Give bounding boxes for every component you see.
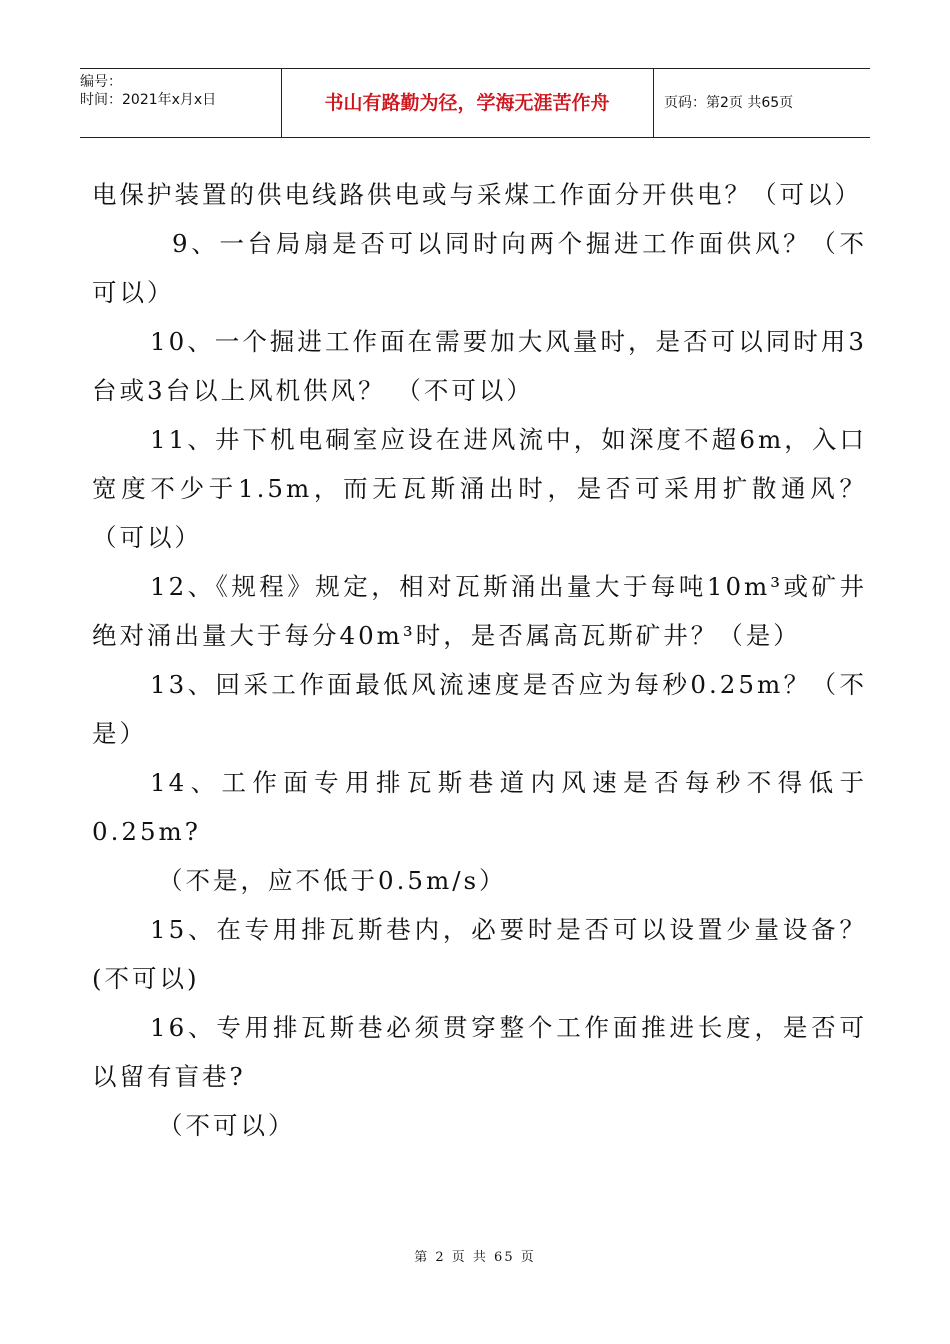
header-page-info: 页码：第2页 共65页 — [664, 95, 794, 111]
answer-16: （不可以） — [158, 1111, 296, 1140]
question-14: 14、工作面专用排瓦斯巷道内风速是否每秒不得低于0.25m? — [92, 768, 867, 846]
header-motto: 书山有路勤为径，学海无涯苦作舟 — [324, 92, 610, 114]
question-9: 9、一台局扇是否可以同时向两个掘进工作面供风？（不可以） — [92, 229, 867, 307]
page-footer: 第 2 页 共 65 页 — [414, 1250, 536, 1265]
header-divider — [281, 69, 282, 137]
question-10: 10、一个掘进工作面在需要加大风量时，是否可以同时用3台或3台以上风机供风？ （不可以） — [92, 327, 867, 405]
header-divider — [653, 69, 654, 137]
document-header — [80, 68, 870, 138]
question-11: 11、井下机电硐室应设在进风流中，如深度不超6m，入口宽度不少于1.5m，而无瓦斯涌出时，是否可采用扩散通风？（可以） — [92, 425, 867, 552]
answer-14: （不是，应不低于0.5m/s） — [158, 866, 507, 895]
question-16: 16、专用排瓦斯巷必须贯穿整个工作面推进长度，是否可以留有盲巷? — [92, 1013, 867, 1091]
question-12: 12、《规程》规定，相对瓦斯涌出量大于每吨10m³或矿井绝对涌出量大于每分40m³时，是否属高瓦斯矿井？（是） — [92, 572, 867, 650]
paragraph: 电保护装置的供电线路供电或与采煤工作面分开供电？（可以） — [92, 180, 862, 209]
document-date-label: 时间：2021年x月x日 — [80, 92, 217, 108]
header-meta — [80, 69, 280, 141]
question-15: 15、在专用排瓦斯巷内，必要时是否可以设置少量设备？(不可以) — [92, 915, 867, 993]
document-number-label: 编号： — [80, 74, 122, 90]
question-13: 13、回采工作面最低风流速度是否应为每秒0.25m？（不是） — [92, 670, 867, 748]
document-body — [92, 170, 867, 1150]
